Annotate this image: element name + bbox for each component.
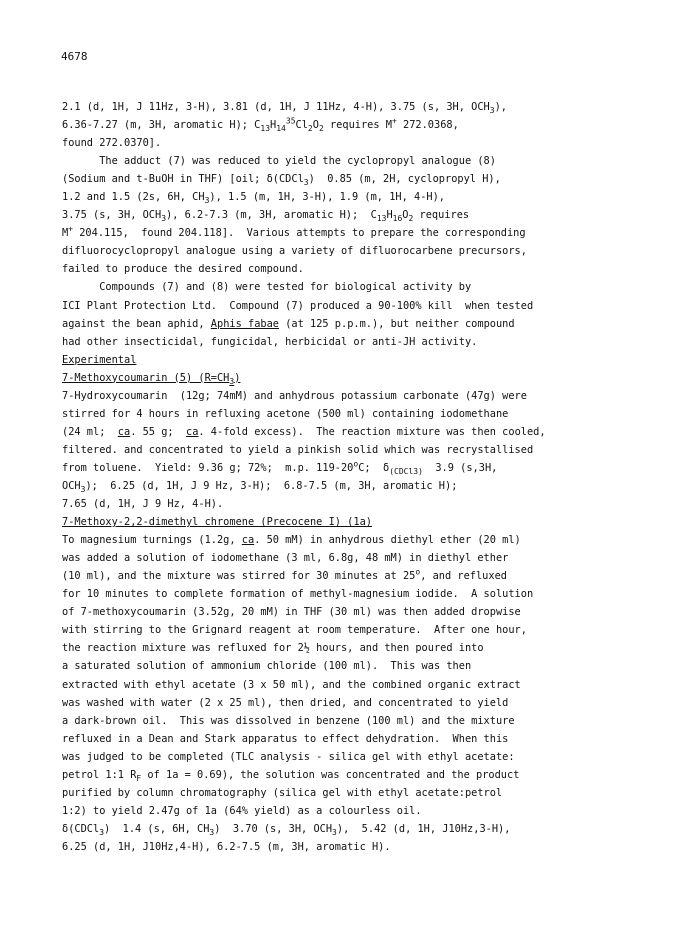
text-line: [62, 188, 662, 206]
text-line: [62, 206, 662, 224]
subscript: 3: [204, 196, 210, 206]
text-line: [62, 369, 662, 387]
text-line: [62, 784, 662, 802]
text-line: [62, 531, 662, 549]
text-run: purified by column chromatography (silica gel with ethyl acetate:petrol: [62, 786, 503, 799]
text-line: [62, 567, 662, 585]
text-run: ) 3.70 (s, 3H, OCH: [214, 822, 333, 835]
text-run: . 4-fold excess). The reaction mixture was then cooled,: [198, 425, 546, 438]
text-run: OCH: [62, 479, 81, 492]
superscript: +: [391, 116, 397, 126]
text-run: 7-Methoxy-2,2-dimethyl chromene (Precocene I) (1a): [62, 516, 372, 529]
text-run: 2.1 (d, 1H, J 11Hz, 3-H), 3.81 (d, 1H, J 11Hz, 4-H), 3.75 (s, 3H, OCH: [62, 101, 490, 113]
text-line: [62, 315, 662, 333]
page-number: 4678: [61, 50, 88, 63]
text-line: [62, 224, 662, 242]
text-run: was judged to be completed (TLC analysis - silica gel with ethyl acetate:: [62, 750, 515, 763]
text-line: [62, 152, 662, 170]
text-run: found 272.0370].: [62, 137, 162, 150]
text-run: from toluene. Yield: 9.36 g; 72%; m.p. 119-20: [62, 461, 354, 474]
text-run: of 7-methoxycoumarin (3.52g, 20 mM) in THF (30 ml) was then added dropwise: [62, 606, 521, 619]
text-line: [62, 116, 662, 134]
text-run: ), 1.5 (m, 1H, 3-H), 1.9 (m, 1H, 4-H),: [209, 191, 445, 204]
subscript: 2: [318, 124, 324, 134]
text-run: ); 6.25 (d, 1H, J 9 Hz, 3-H); 6.8-7.5 (m, 3H, aromatic H);: [85, 479, 458, 492]
subscript: 3: [413, 466, 419, 476]
superscript: +: [68, 224, 74, 234]
text-run: 272.0368,: [396, 119, 459, 132]
text-run: C; δ: [358, 461, 390, 474]
text-line: [62, 297, 662, 315]
text-line: [62, 676, 662, 694]
text-line: [62, 278, 662, 296]
text-run: 6.25 (d, 1H, J10Hz,4-H), 6.2-7.5 (m, 3H, aromatic H).: [62, 840, 391, 853]
text-run: for 10 minutes to complete formation of methyl-magnesium iodide. A solution: [62, 588, 534, 601]
text-run: had other insecticidal, fungicidal, herbicidal or anti-JH activity.: [62, 335, 478, 348]
text-run: 7-Methoxycoumarin (5) (R=CH: [62, 371, 230, 384]
subscript: 14: [276, 124, 286, 134]
subscript: 3: [332, 827, 337, 837]
text-run: O: [402, 209, 409, 222]
text-run: ) 0.85 (m, 2H, cyclopropyl H),: [308, 173, 501, 186]
text-run: The adduct (7) was reduced to yield the cyclopropyl analogue (8): [62, 155, 496, 168]
text-run: (Sodium and t-BuOH in THF) [oil; δ(CDCl: [62, 173, 304, 186]
body-text: [62, 98, 662, 856]
text-line: [62, 405, 662, 423]
superscript: o: [353, 459, 359, 469]
subscript: 3: [303, 178, 309, 188]
text-run: 3.9 (s,3H,: [422, 461, 498, 474]
text-line: [62, 730, 662, 748]
subscript: 3: [161, 214, 167, 224]
text-run: 3.75 (s, 3H, OCH: [62, 209, 162, 222]
text-line: [62, 621, 662, 639]
text-run: ), 6.2-7.3 (m, 3H, aromatic H); C: [166, 209, 377, 222]
text-line: [62, 441, 662, 459]
text-run: filtered. and concentrated to yield a pinkish solid which was recrystallised: [62, 443, 534, 456]
text-run: 204.115, found 204.118]. Various attempts to prepare the corresponding: [73, 227, 526, 240]
text-line: [62, 657, 662, 675]
subscript: 3: [209, 827, 215, 837]
subscript: 2: [307, 124, 313, 134]
subscript: 13: [260, 124, 271, 134]
text-run: petrol 1:1 R: [62, 768, 137, 781]
text-run: ) 1.4 (s, 6H, CH: [104, 822, 210, 835]
text-line: [62, 423, 662, 441]
text-run: To magnesium turnings (1.2g,: [62, 534, 242, 547]
subscript: 16: [392, 214, 403, 224]
superscript: o: [415, 567, 421, 577]
text-run: . 55 g;: [130, 425, 186, 438]
text-run: Compounds (7) and (8) were tested for biological activity by: [62, 281, 472, 294]
text-run: 1.2 and 1.5 (2s, 6H, CH: [62, 191, 205, 204]
text-run: δ(CDCl: [62, 822, 100, 835]
subscript: 3: [489, 106, 495, 116]
text-run: H: [270, 119, 277, 132]
text-run: ca: [186, 425, 199, 438]
text-run: ): [234, 371, 241, 384]
text-run: 7.65 (d, 1H, J 9 Hz, 4-H).: [62, 498, 224, 511]
text-run: ), 5.42 (d, 1H, J10Hz,3-H),: [336, 822, 511, 835]
subscript: 3: [99, 827, 105, 837]
text-line: [62, 838, 662, 856]
text-run: was washed with water (2 x 25 ml), then dried, and concentrated to yield: [62, 696, 509, 709]
text-run: H: [386, 209, 393, 222]
subscript: 3: [80, 485, 86, 495]
text-run: of 1a = 0.69), the solution was concentrated and the product: [141, 768, 520, 781]
text-line: [62, 585, 662, 603]
text-run: a dark-brown oil. This was dissolved in benzene (100 ml) and the mixture: [62, 714, 515, 727]
text-run: M: [62, 227, 69, 240]
text-run: 1:2) to yield 2.47g of 1a (64% yield) as a colourless oil.: [62, 804, 422, 817]
text-run: extracted with ethyl acetate (3 x 50 ml), and the combined organic extract: [62, 678, 521, 691]
text-run: ICI Plant Protection Ltd. Compound (7) produced a 90-100% kill when tested: [62, 299, 534, 312]
text-run: requires M: [323, 119, 392, 132]
text-run: O: [312, 119, 319, 132]
text-run: 6.36-7.27 (m, 3H, aromatic H); C: [62, 119, 261, 132]
subscript: F: [136, 773, 142, 783]
text-run: . 50 mM) in anhydrous diethyl ether (20 ml): [254, 534, 521, 547]
text-line: [62, 549, 662, 567]
text-run: stirred for 4 hours in refluxing acetone (500 ml) containing iodomethane: [62, 407, 509, 420]
text-run: Cl: [295, 119, 308, 132]
text-run: was added a solution of iodomethane (3 ml, 6.8g, 48 mM) in diethyl ether: [62, 552, 509, 565]
text-run: a saturated solution of ammonium chloride (100 ml). This was then: [62, 660, 472, 673]
text-line: [62, 459, 662, 477]
text-run: Aphis fabae: [210, 317, 279, 330]
text-run: ca: [241, 534, 255, 547]
text-run: requires: [413, 209, 470, 222]
text-line: [62, 513, 662, 531]
text-run: , and refluxed: [420, 570, 507, 583]
text-run: 7-Hydroxycoumarin (12g; 74mM) and anhydrous potassium carbonate (47g) were: [62, 389, 527, 402]
text-run: Experimental: [62, 353, 137, 366]
text-line: [62, 766, 662, 784]
subscript: 3: [229, 376, 235, 386]
text-line: [62, 495, 662, 513]
text-line: [62, 639, 662, 657]
text-line: [62, 260, 662, 278]
text-line: [62, 477, 662, 495]
text-run: refluxed in a Dean and Stark apparatus to effect dehydration. When this: [62, 732, 509, 745]
text-line: [62, 603, 662, 621]
text-line: [62, 351, 662, 369]
subscript: 2: [408, 214, 414, 224]
text-run: (24 ml;: [62, 425, 118, 438]
text-run: (10 ml), and the mixture was stirred for 30 minutes at 25: [62, 570, 416, 583]
text-line: [62, 712, 662, 730]
text-run: (at 125 p.p.m.), but neither compound: [279, 317, 515, 330]
text-run: with stirring to the Grignard reagent at room temperature. After one hour,: [62, 624, 527, 637]
text-run: against the bean aphid,: [62, 317, 211, 330]
text-line: [62, 333, 662, 351]
subscript: ): [418, 466, 423, 476]
text-run: ca: [117, 425, 131, 438]
text-line: [62, 170, 662, 188]
subscript: (CDCl: [389, 466, 414, 476]
text-line: [62, 134, 662, 152]
text-line: [62, 98, 662, 116]
text-line: [62, 820, 662, 838]
text-line: [62, 242, 662, 260]
text-run: difluorocyclopropyl analogue using a variety of difluorocarbene precursors,: [62, 245, 527, 258]
text-line: [62, 694, 662, 712]
text-run: failed to produce the desired compound.: [62, 263, 304, 276]
text-line: [62, 387, 662, 405]
superscript: 35: [285, 116, 296, 126]
subscript: 13: [376, 214, 387, 224]
text-line: [62, 802, 662, 820]
text-run: the reaction mixture was refluxed for 2½ hours, and then poured into: [62, 642, 484, 655]
text-run: ),: [494, 101, 507, 113]
text-line: [62, 748, 662, 766]
